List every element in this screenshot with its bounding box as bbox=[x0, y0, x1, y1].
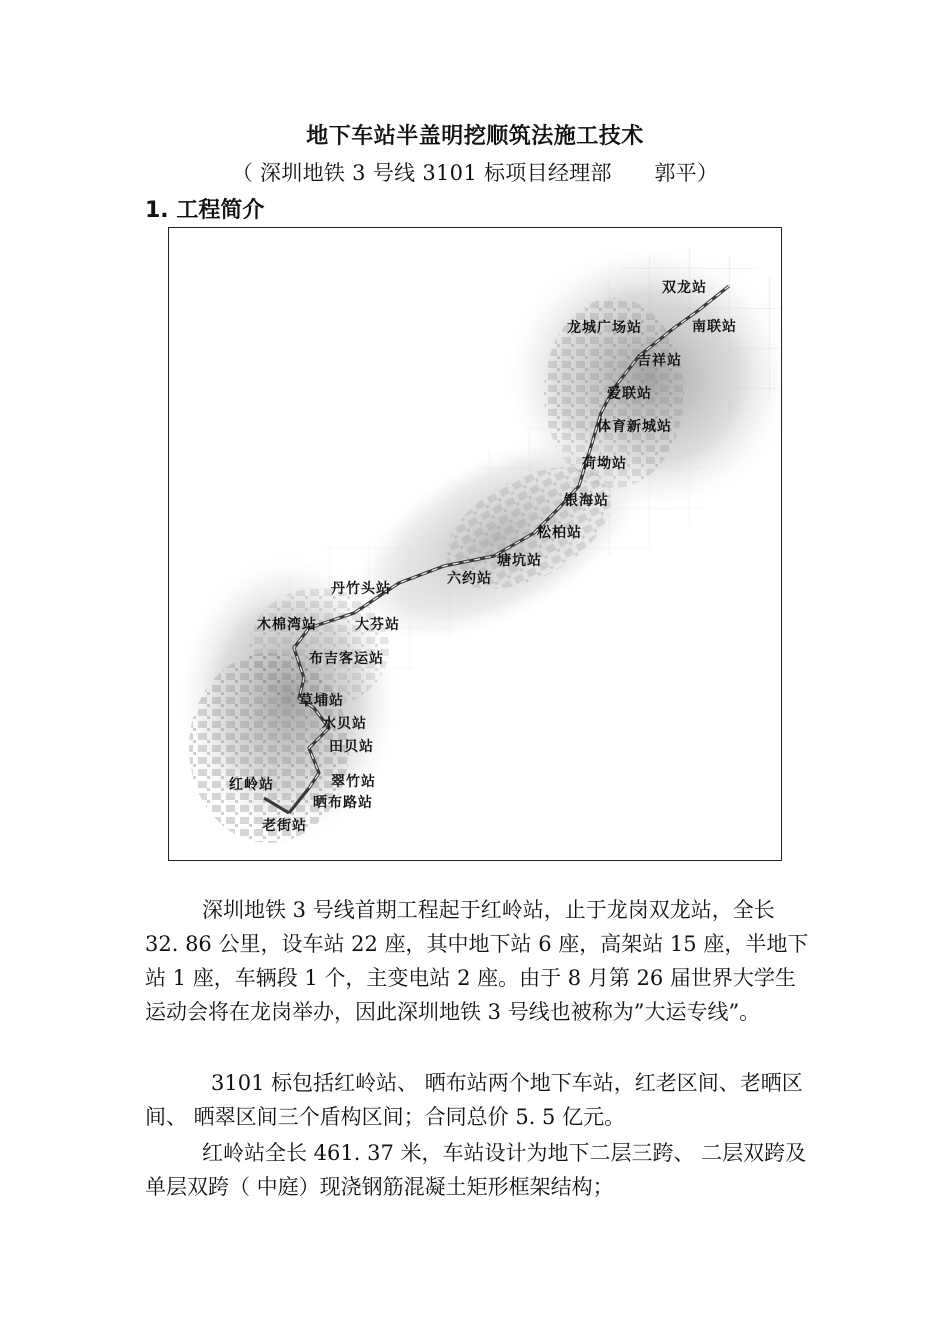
map-background bbox=[169, 228, 781, 860]
station-label: 松柏站 bbox=[537, 525, 582, 541]
station-label: 南联站 bbox=[692, 319, 737, 335]
document-title: 地下车站半盖明挖顺筑法施工技术 bbox=[306, 124, 644, 149]
station-label: 六约站 bbox=[447, 571, 492, 587]
station-label: 木棉湾站 bbox=[257, 617, 317, 633]
station-label: 丹竹头站 bbox=[331, 581, 391, 597]
station-label: 红岭站 bbox=[229, 777, 274, 793]
station-label: 水贝站 bbox=[322, 716, 367, 732]
station-label: 爱联站 bbox=[607, 386, 652, 402]
station-label: 银海站 bbox=[564, 493, 609, 509]
station-label: 吉祥站 bbox=[637, 353, 682, 369]
station-label: 体育新城站 bbox=[597, 419, 672, 435]
paragraph-overview: 深圳地铁 3 号线首期工程起于红岭站，止于龙岗双龙站，全长 32. 86 公里，设车站 22 座，其中地下站 6 座，高架站 15 座，半地下站 1 座，车辆段 1 个，主变电站 2 座。由于 8 月第 26 届世界大学生运动会将在龙岗举办，因此深圳地铁 3 号线也被称为”大运专线”。 bbox=[145, 898, 809, 1024]
station-label: 荷坳站 bbox=[582, 456, 627, 472]
document-subtitle: （ 深圳地铁 3 号线 3101 标项目经理部 郭平） bbox=[231, 161, 719, 185]
station-label: 大芬站 bbox=[355, 617, 400, 633]
station-label: 翠竹站 bbox=[331, 774, 376, 790]
paragraph-hongling-station: 红岭站全长 461. 37 米，车站设计为地下二层三跨、 二层双跨及单层双跨（ 中庭）现浇钢筋混凝土矩形框架结构； bbox=[145, 1141, 807, 1199]
station-label: 草埔站 bbox=[299, 693, 344, 709]
station-label: 塘坑站 bbox=[497, 553, 542, 569]
section-heading: 1. 工程简介 bbox=[145, 198, 265, 223]
station-label: 龙城广场站 bbox=[567, 320, 642, 336]
station-label: 田贝站 bbox=[329, 739, 374, 755]
station-label: 布吉客运站 bbox=[309, 651, 384, 667]
station-label: 老街站 bbox=[262, 818, 307, 834]
station-label: 双龙站 bbox=[662, 280, 707, 296]
paragraph-section-3101: 3101 标包括红岭站、 晒布站两个地下车站，红老区间、老晒区间、 晒翠区间三个盾构区间；合同总价 5. 5 亿元。 bbox=[145, 1071, 803, 1129]
metro-line-map bbox=[168, 227, 782, 861]
station-label: 晒布路站 bbox=[313, 795, 373, 811]
